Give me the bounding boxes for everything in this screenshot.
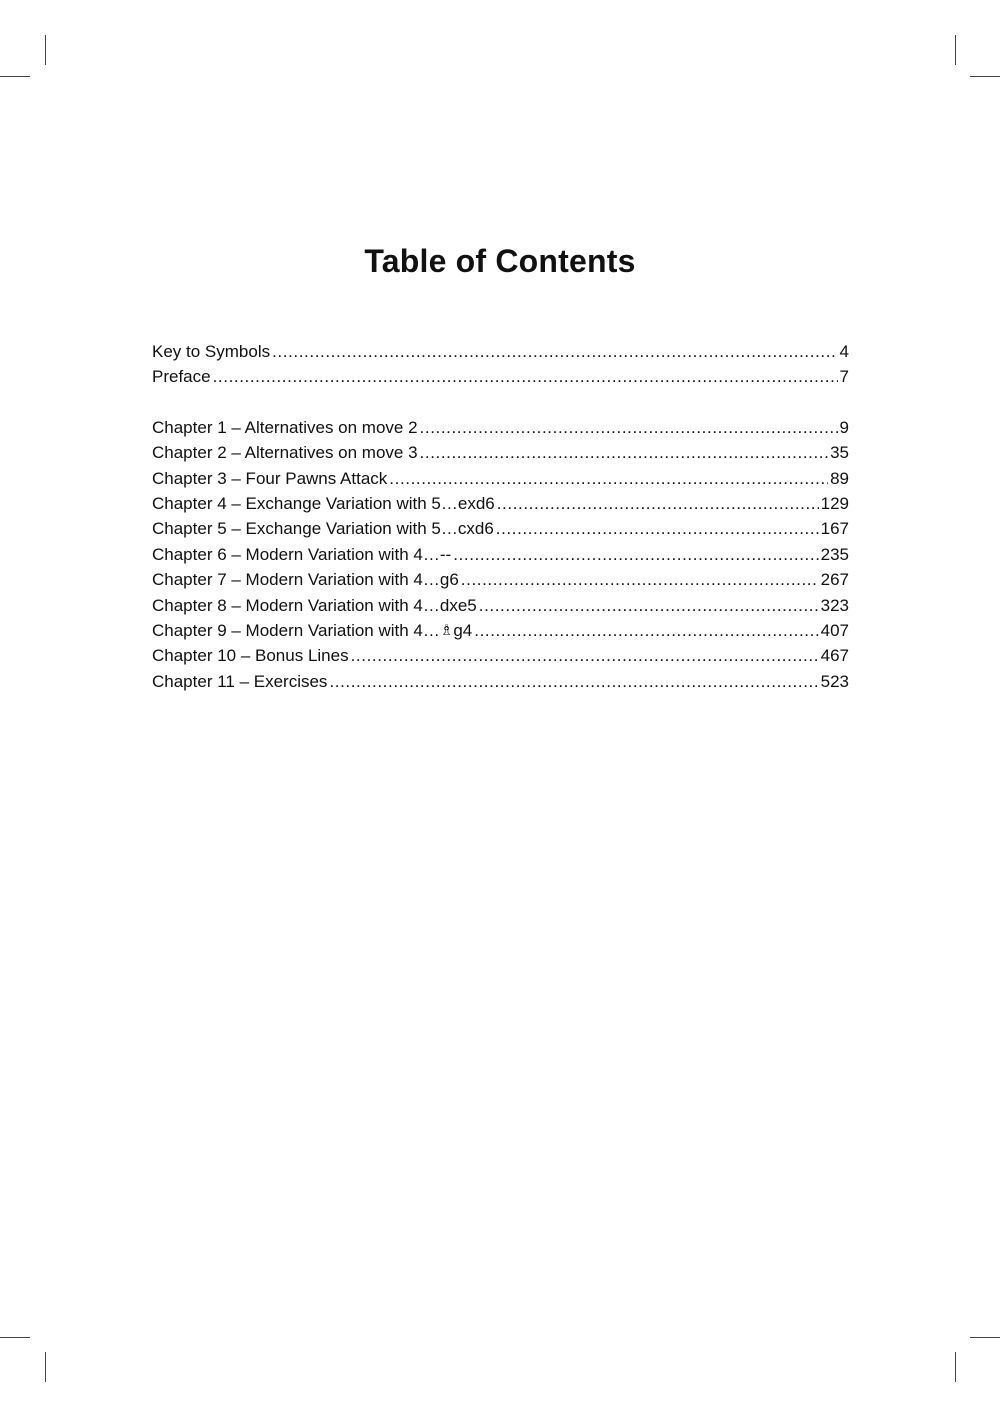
toc-entry-label <box>152 618 472 643</box>
toc-entry-chapter-6[interactable] <box>152 542 849 567</box>
dot-leader <box>496 516 819 541</box>
toc-entry-key-to-symbols[interactable] <box>152 339 849 364</box>
toc-entry-label: Preface <box>152 367 211 387</box>
crop-mark-top-left-horizontal <box>0 76 30 77</box>
toc-entry-label: Chapter 5 – Exchange Variation with 5…cxd6 <box>152 519 494 539</box>
crop-mark-top-left-vertical <box>45 35 46 65</box>
toc-entry-page: 89 <box>830 468 849 488</box>
dot-leader <box>389 466 828 491</box>
bishop-icon: ♗ <box>439 620 454 639</box>
toc-entry-label: Chapter 11 – Exercises <box>152 671 328 691</box>
table-of-contents <box>152 339 849 694</box>
dot-leader <box>420 415 838 440</box>
page-title: Table of Contents <box>364 243 636 279</box>
dot-leader <box>474 618 818 643</box>
crop-mark-bottom-left-horizontal <box>0 1337 30 1338</box>
dot-leader <box>461 567 819 592</box>
dot-leader <box>329 669 818 694</box>
toc-entry-chapter-11[interactable] <box>152 669 849 694</box>
crop-mark-bottom-right-vertical <box>955 1352 956 1382</box>
toc-entry-label-suffix: g4 <box>453 620 473 640</box>
crop-mark-top-right-horizontal <box>970 76 1000 77</box>
dot-leader <box>420 440 829 465</box>
toc-entry-label: Chapter 7 – Modern Variation with 4…g6 <box>152 570 459 590</box>
crop-mark-bottom-right-horizontal <box>970 1337 1000 1338</box>
toc-entry-page: 9 <box>839 417 849 437</box>
dot-leader <box>479 593 819 618</box>
toc-entry-page: 235 <box>820 544 849 564</box>
toc-entry-chapter-10[interactable] <box>152 643 849 668</box>
dot-leader <box>272 339 837 364</box>
toc-entry-label: Chapter 2 – Alternatives on move 3 <box>152 443 418 463</box>
toc-entry-page: 7 <box>839 367 849 387</box>
toc-entry-page: 129 <box>820 493 849 513</box>
toc-entry-page: 523 <box>820 671 849 691</box>
dot-leader <box>497 491 819 516</box>
toc-entry-chapter-8[interactable] <box>152 593 849 618</box>
toc-entry-chapter-5[interactable] <box>152 516 849 541</box>
dot-leader <box>453 542 818 567</box>
toc-entry-chapter-7[interactable] <box>152 567 849 592</box>
toc-entry-label: Chapter 1 – Alternatives on move 2 <box>152 417 418 437</box>
toc-entry-label: Chapter 3 – Four Pawns Attack <box>152 468 388 488</box>
toc-entry-page: 267 <box>820 570 849 590</box>
toc-entry-label: Key to Symbols <box>152 342 271 361</box>
toc-entry-label: Chapter 8 – Modern Variation with 4…dxe5 <box>152 595 477 615</box>
toc-entry-label: Chapter 4 – Exchange Variation with 5…exd6 <box>152 493 495 513</box>
toc-entry-chapter-1[interactable] <box>152 415 849 440</box>
toc-entry-chapter-4[interactable] <box>152 491 849 516</box>
toc-entry-page: 167 <box>820 519 849 539</box>
toc-entry-page: 407 <box>820 620 849 640</box>
toc-entry-page: 467 <box>820 646 849 666</box>
toc-entry-chapter-9[interactable] <box>152 618 849 643</box>
toc-entry-chapter-3[interactable] <box>152 466 849 491</box>
toc-entry-preface[interactable] <box>152 364 849 389</box>
toc-entry-chapter-2[interactable] <box>152 440 849 465</box>
dot-leader <box>213 364 838 389</box>
toc-entry-label: Chapter 6 – Modern Variation with 4…-- <box>152 544 452 564</box>
crop-mark-top-right-vertical <box>955 35 956 65</box>
toc-entry-page: 35 <box>830 443 849 463</box>
crop-mark-bottom-left-vertical <box>45 1352 46 1382</box>
toc-entry-label: Chapter 10 – Bonus Lines <box>152 646 349 666</box>
toc-entry-page: 323 <box>820 595 849 615</box>
toc-entry-label-prefix: Chapter 9 – Modern Variation with 4… <box>152 620 440 640</box>
dot-leader <box>351 643 819 668</box>
toc-entry-page: 4 <box>839 342 849 361</box>
section-spacer <box>152 390 849 415</box>
